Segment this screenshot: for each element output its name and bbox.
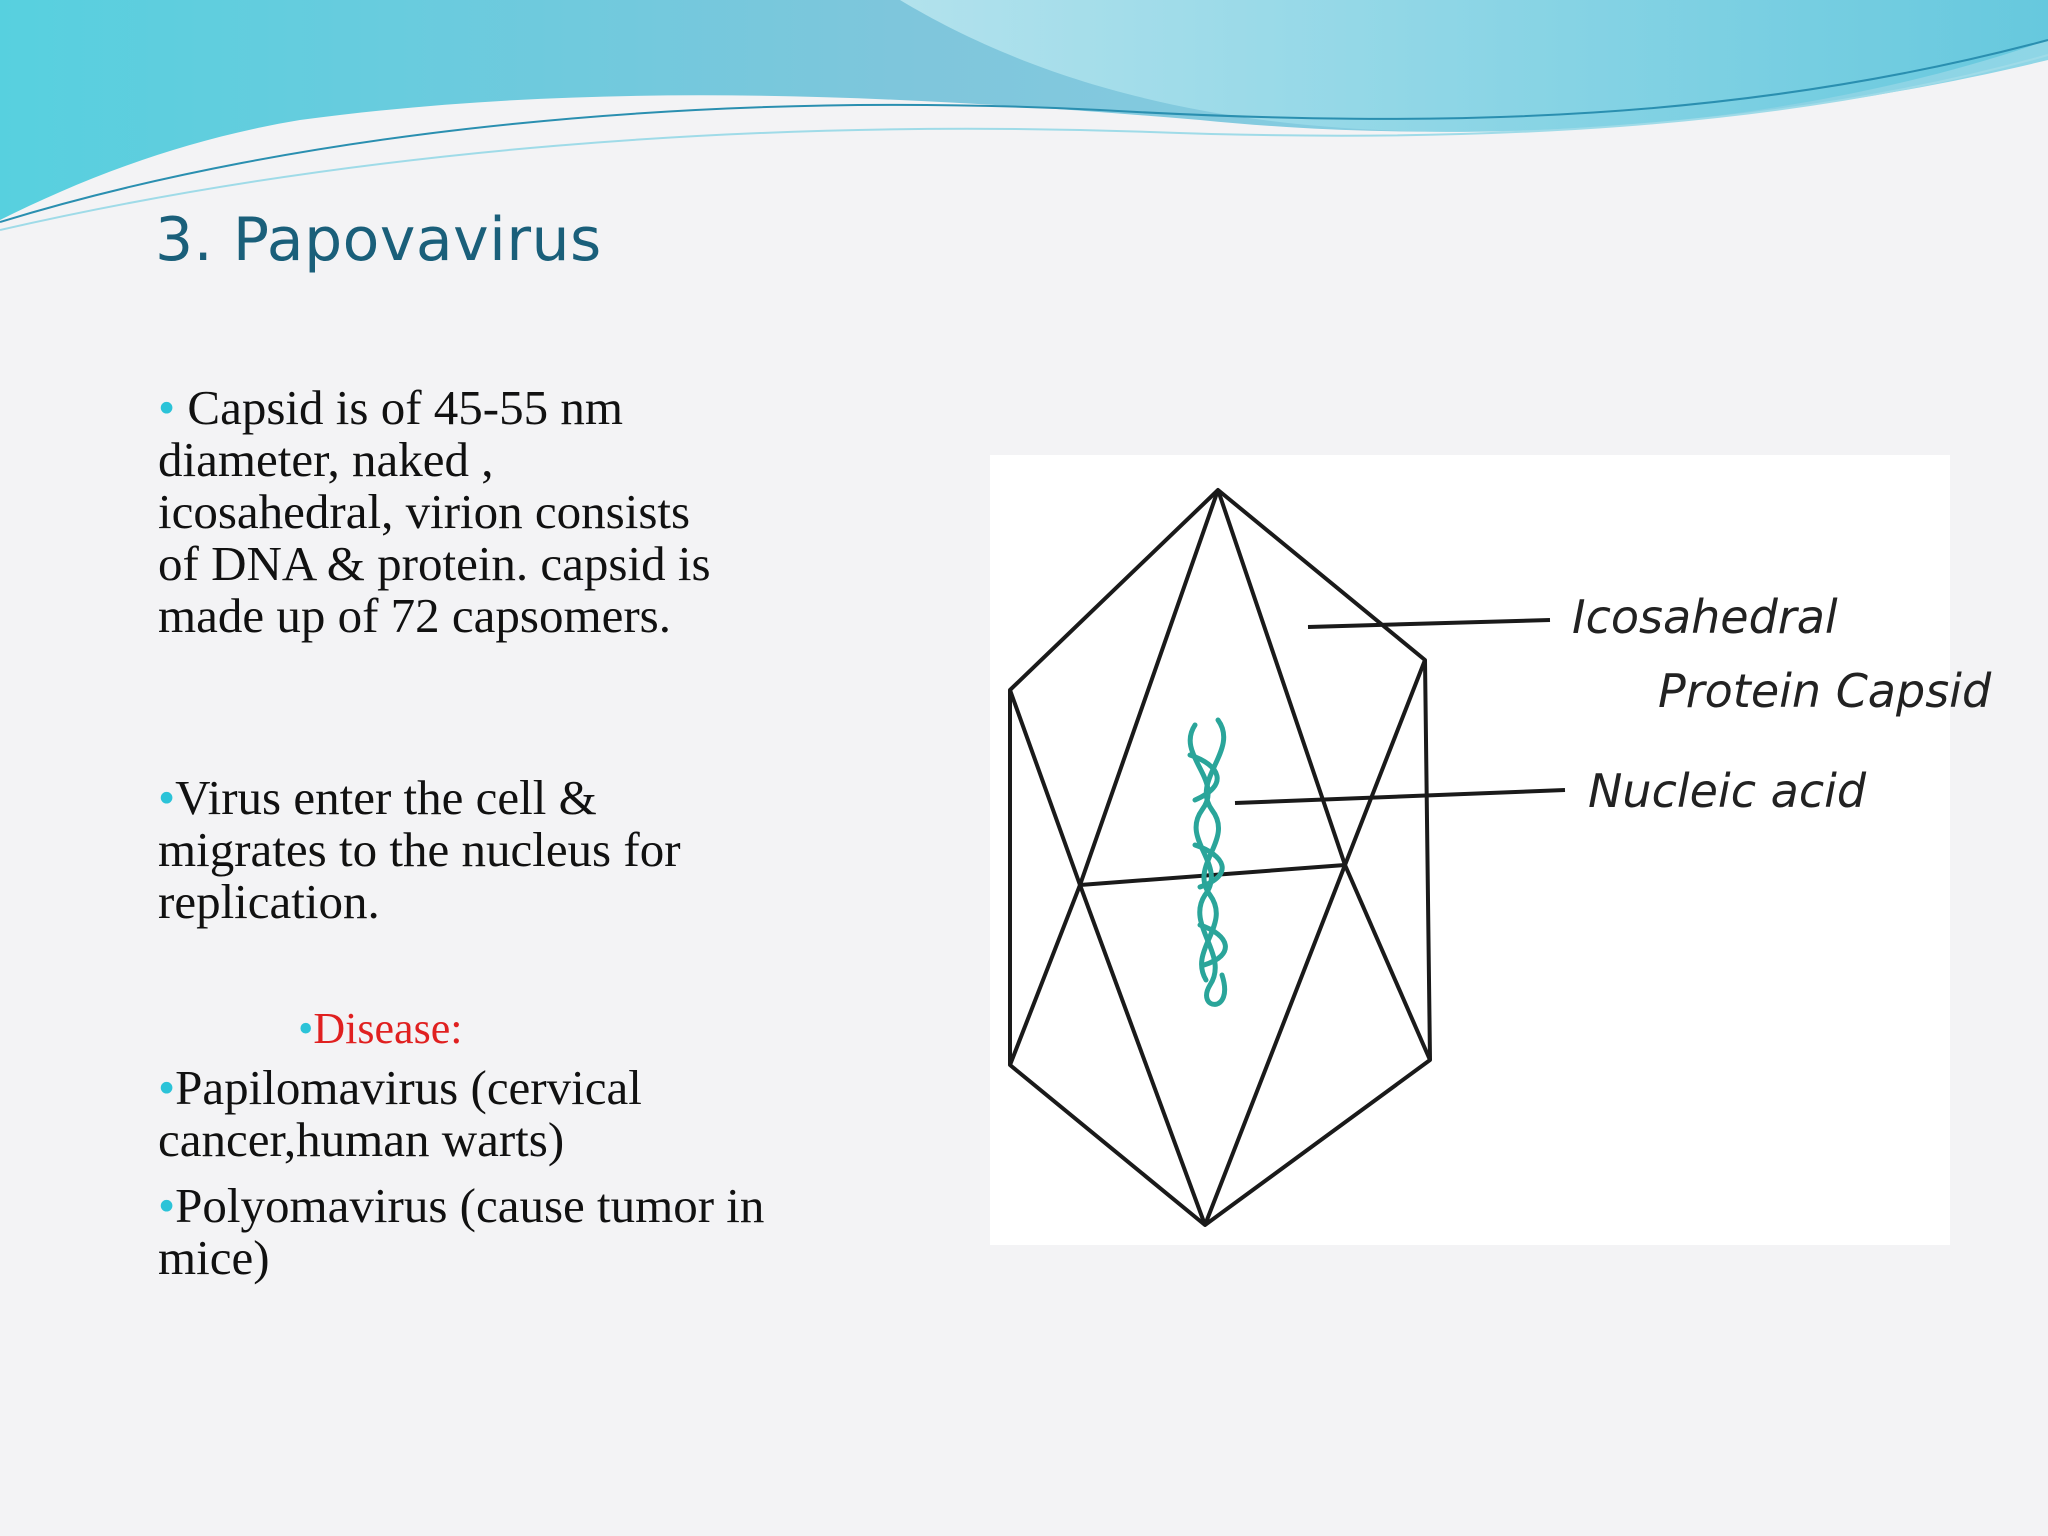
bullet-icon: • [158,1060,176,1115]
capsid-text: Capsid is of 45-55 nm diameter, naked , icosahedral, virion consists of DNA & protein. capsid is made up of 72 capsomers. [158,380,711,643]
label-icosahedral: Icosahedral [1572,590,1838,644]
header-wave-decoration [0,0,2048,240]
slide-title: 3. Papovavirus [155,205,602,275]
polyoma-text: Polyomavirus (cause tumor in mice) [158,1178,765,1285]
icosahedral-capsid-diagram [990,455,1992,1255]
disease-heading [298,1003,462,1055]
bullet-icon: • [298,1004,314,1053]
papilloma-item [158,1062,778,1166]
label-protein-capsid: Protein Capsid [1658,664,1992,718]
papilloma-text: Papilomavirus (cervical cancer,human warts) [158,1060,642,1167]
replication-description [158,772,738,928]
bullet-icon: • [158,380,176,435]
bullet-icon: • [158,770,176,825]
replication-text: Virus enter the cell & migrates to the nucleus for replication. [158,770,681,929]
capsid-description [158,382,738,642]
bullet-icon: • [158,1178,176,1233]
label-nucleic-acid: Nucleic acid [1588,764,1867,818]
disease-heading-text: Disease: [313,1004,463,1053]
polyoma-item [158,1180,778,1284]
